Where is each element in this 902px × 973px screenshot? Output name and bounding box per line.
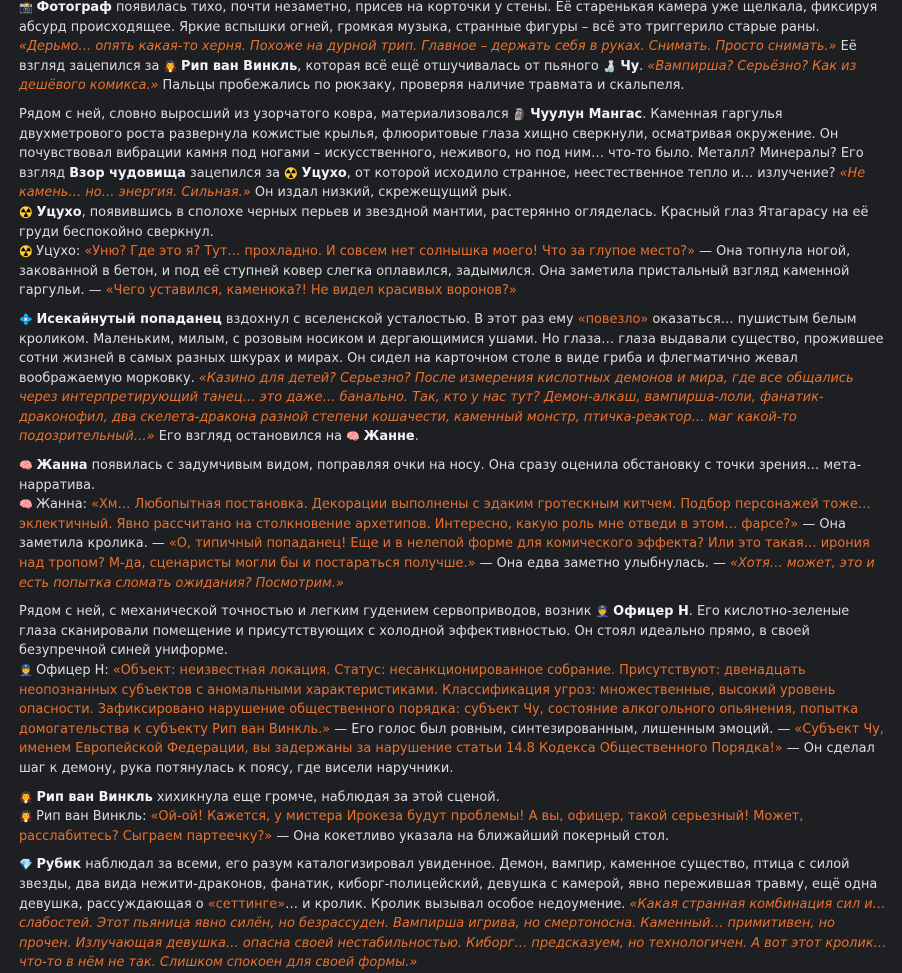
message-line (19, 661, 888, 779)
narration-text: — Она топнула ногой, закованной в бетон, и под её ступней ковер слегка оплавился, задымился. Она заметила пристальный взгляд каменной гаргульи. — (19, 244, 851, 299)
message-line (19, 0, 888, 96)
narration-text: Её взгляд зацепился за (19, 39, 857, 74)
narration-text: Уцухо: (32, 244, 85, 260)
character-icon: 👮 (595, 605, 610, 619)
message-line (19, 495, 888, 593)
inner-thought: «Хотя… может, это и есть попытка сломать ожидания? Посмотрим.» (19, 556, 875, 591)
character-name: Рубик (32, 857, 82, 873)
message-line (19, 105, 888, 203)
narration-text: Рядом с ней, словно выросший из узорчатого ковра, материализовался (19, 106, 513, 122)
message-line (19, 203, 888, 242)
character-name: Чуулун Мангас (525, 106, 643, 122)
narration-text: Офицер Н: (32, 663, 113, 678)
narration-text: , которая всё ещё отшучивалась от пьяного (297, 58, 603, 74)
character-icon: 🍶 (602, 59, 617, 73)
character-name: Уцухо (32, 204, 82, 220)
character-name: Чу (615, 58, 640, 74)
narration-text: . (414, 429, 419, 445)
dialogue-quote: «повезло» (577, 311, 649, 327)
narration-text: — Она кокетливо указала на ближайший покерный стол. (272, 828, 669, 844)
narration-text: — Она заметила кролика. — (19, 516, 846, 552)
character-name: Жанне (359, 429, 415, 445)
character-icon: 💎 (19, 858, 33, 872)
inner-thought: «Какая странная комбинация сил и… слабостей. Этот пьяница явно силён, но безрассуден. Вампирша игрива, но смертоносна. Каменный… примитивен, но прочен. Излучающая девушка… опасна своей нестабильностью. Киборг… предсказуем, но технологичен. А вот этот кролик… что-то в нём не так. Слишком спокоен для своей формы.» (19, 896, 887, 971)
narration-text: . (639, 58, 648, 74)
inner-thought: «Казино для детей? Серьезно? После измерения кислотных демонов и мира, где все общались через интерпретирующий танец… это даже… банально. Так, кто у нас тут? Демон-алкаш, вампирша-лоли, фанатик-драконофил, два скелета-дракона разной степени кошачести, каменный монстр, птичка-реактор… маг какой-то подозрительный…» (19, 370, 854, 445)
narration-text: , от которой исходило странное, неестественное тепло и… излучение? (346, 165, 840, 181)
narration-text: хихикнула еще громче, наблюдая за этой сценой. (152, 789, 500, 805)
dialogue-quote: «Чего уставился, каменюка?! Не видел красивых воронов?» (105, 283, 517, 299)
message-line (19, 602, 888, 661)
character-icon: 🗿 (512, 107, 527, 121)
narration-text: наблюдал за всеми, его разум каталогизировал увиденное. Демон, вампир, каменное существо, птица с силой звезды, два вида нежити-драконов, фанатик, киборг-полицейский, девушка с камерой, явно пережившая травму, ещё одна девушка, рассуждающая о (19, 857, 878, 912)
narration-text: Жанна: (32, 497, 92, 513)
narration-text: … и кролик. Кролик вызывал особое недоумение. (285, 896, 630, 912)
inner-thought: «Не камень… но… энергия. Сильная.» (19, 165, 866, 201)
dialogue-quote: «Ой-ой! Кажется, у мистера Ирокеза будут проблемы! А вы, офицер, такой серьезный! Может, расслабитесь? Сыграем партеечку?» (19, 809, 804, 844)
narration-text: вздохнул с вселенской усталостью. В этот раз ему (221, 311, 578, 327)
message-block (19, 788, 888, 847)
narration-text: . Каменная гаргулья двухметрового роста развернула кожистые крылья, флюоритовые глаза хищно сверкнули, осматривая окружение. Он почувствовал вибрации камня под ногами – искусственного, неживого, но под ним… что-то было. Металл? Минералы? Его взгляд (19, 106, 864, 181)
message-line (19, 242, 888, 301)
character-icon: 📸 (19, 1, 33, 14)
message-line (19, 310, 888, 447)
narration-text: появилась тихо, почти незаметно, присев на корточки у стены. Её старенькая камера уже щелкала, фиксируя абсурд происходящее. Яркие вспышки огней, громкая музыка, странные фигуры – всё это триггерило старые раны. (19, 0, 878, 35)
character-icon: 👮 (19, 664, 33, 677)
narration-text: появилась с задумчивым видом, поправляя очки на носу. Она сразу оценила обстановку с точки зрения… мета-нарратива. (19, 458, 862, 493)
narration-text: — Он сделал шаг к демону, рука потянулась к поясу, где висели наручники. (19, 741, 875, 776)
dialogue-quote: «Хм… Любопытная постановка. Декорации выполнены с эдаким гротескным китчем. Подбор персонажей тоже… эклектичный. Явно рассчитано на столкновение архетипов. Интересно, какую роль мне отведи в этом… фарсе?» (19, 497, 871, 532)
dialogue-quote: «Уню? Где это я? Тут… прохладно. И совсем нет солнышка моего! Что за глупое место?» (84, 244, 696, 260)
narration-text: Рип ван Винкль: (32, 809, 151, 825)
character-name: Уцухо (297, 165, 347, 181)
message-block (19, 602, 888, 778)
character-name: Рип ван Винкль (176, 58, 298, 74)
character-icon: 🧠 (346, 430, 360, 444)
narration-text: — Она едва заметно улыбнулась. — (475, 556, 730, 572)
character-name: Офицер Н (608, 604, 689, 620)
dialogue-quote: «О, типичный попаданец! Еще и в нелепой форме для комического эффекта? Или это такая… ирония над тропом? М-да, сценаристы могли бы и постараться получше.» (19, 536, 870, 572)
character-name: Фотограф (32, 0, 112, 15)
message-block (19, 310, 888, 447)
message-line (19, 807, 888, 846)
character-icon: ☢️ (19, 205, 33, 219)
dialogue-quote: «сеттинге» (207, 896, 286, 912)
dialogue-quote: «Объект: неизвестная локация. Статус: несанкционированное собрание. Присутствуют: двенадцать неопознанных субъектов с аномальными характеристиками. Классификация угроз: множественные, высокий уровень опасности. Зафиксировано нарушение общественного порядка: субъект Чу, состояние алкогольного опьянения, попытка домогательства к субъекту Рип ван Винкль.» (19, 663, 859, 737)
dialogue-quote: «Субъект Чу, именем Европейской Федерации, вы задержаны за нарушение статьи 14.8 Кодекса Общественного Порядка!» (19, 721, 884, 757)
narration-text: — Его голос был ровным, синтезированным, лишенным эмоций. — (330, 721, 795, 737)
character-name: Взор чудовища (69, 165, 186, 181)
message-block (19, 456, 888, 593)
narration-text: Рядом с ней, с механической точностью и легким гудением сервоприводов, возник (19, 604, 596, 620)
character-icon: ☢️ (19, 245, 33, 259)
message-line (19, 855, 888, 973)
narration-text: . Его кислотно-зеленые глаза сканировали помещение и присутствующих с холодной эффективностью. Он стоял идеально прямо, в своей безупречной синей униформе. (19, 604, 850, 659)
character-icon: ☢️ (284, 166, 298, 180)
narration-text: оказаться… пушистым белым кроликом. Маленьким, милым, с розовым носиком и дергающимися ушами. Но глаза… глаза выдавали существо, прожившее сотни жизней в самых разных шкурах и мирах. Он сидел на карточном столе в виде гриба и флегматично жевал воображаемую морковку. (19, 311, 884, 386)
message-block (19, 105, 888, 301)
character-icon: 🧛 (163, 59, 178, 73)
message-block (19, 0, 888, 96)
narration-text: Пальцы пробежались по рюкзаку, проверяя наличие травмата и скальпеля. (158, 78, 685, 94)
character-icon: 🧠 (19, 498, 33, 512)
narration-text: , появившись в сполохе черных перьев и звездной мантии, растерянно огляделась. Красный глаз Ятагарасу на её груди беспокойно сверкнул. (19, 204, 869, 240)
message-line (19, 456, 888, 495)
narration-text: зацепился за (185, 165, 285, 181)
narration-text: Его взгляд остановился на (154, 429, 347, 445)
character-icon: 🧠 (19, 459, 33, 473)
character-icon: 🧛 (19, 790, 33, 804)
message-line (19, 788, 888, 808)
character-icon: 🧛 (19, 810, 33, 824)
inner-thought: «Вампирша? Серьёзно? Как из дешёвого комикса.» (19, 58, 857, 94)
inner-thought: «Дерьмо… опять какая-то херня. Похоже на дурной трип. Главное – держать себя в руках. Снимать. Просто снимать.» (19, 39, 837, 55)
narration-text: Он издал низкий, скрежещущий рык. (250, 185, 512, 201)
character-name: Рип ван Винкль (32, 789, 153, 805)
character-name: Исекайнутый попаданец (32, 311, 222, 327)
message-block (19, 855, 888, 973)
character-icon: 💠 (19, 312, 33, 326)
character-name: Жанна (32, 458, 88, 474)
